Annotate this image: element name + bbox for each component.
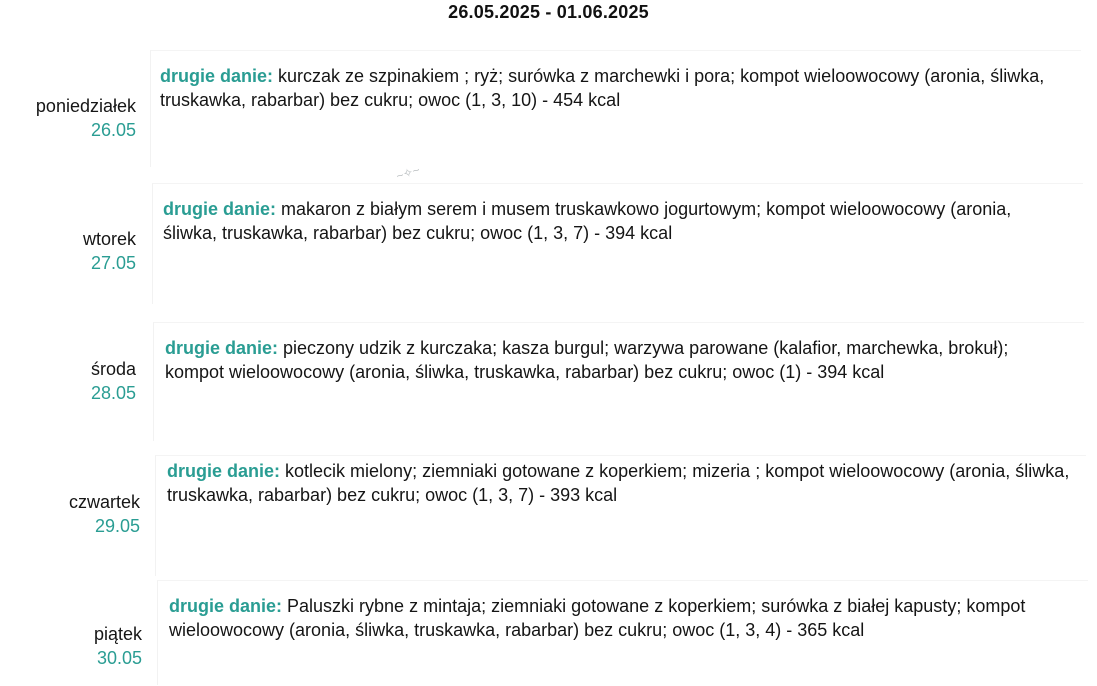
menu-label: drugie danie: (160, 66, 274, 86)
menu-text (169, 594, 1074, 642)
menu-description: Paluszki rybne z mintaja; ziemniaki gotowane z koperkiem; surówka z białej kapusty; kompot wieloowocowy (aronia, śliwka, truskawka, rabarbar) bez cukru; owoc (1, 3, 4) - 365 kcal (169, 596, 1026, 640)
day-name: wtorek (82, 229, 136, 249)
menu-description: kotlecik mielony; ziemniaki gotowane z koperkiem; mizeria ; kompot wieloowocowy (aronia, śliwka, truskawka, rabarbar) bez cukru; owoc (1, 3, 7) - 393 kcal (167, 461, 1070, 505)
menu-text (163, 197, 1068, 245)
day-name: środa (90, 359, 136, 379)
day-name: piątek (93, 624, 142, 644)
day-label (0, 94, 136, 142)
menu-text (160, 64, 1065, 112)
menu-description: kurczak ze szpinakiem ; ryż; surówka z marchewki i pora; kompot wieloowocowy (aronia, śliwka, truskawka, rabarbar) bez cukru; owoc (1, 3, 10) - 454 kcal (160, 66, 1045, 110)
menu-text (167, 459, 1072, 507)
menu-label: drugie danie: (165, 338, 279, 358)
day-label (6, 622, 142, 670)
day-label (0, 357, 136, 405)
week-title: 26.05.2025 - 01.06.2025 (448, 2, 649, 22)
day-date: 29.05 (94, 516, 140, 536)
day-date: 26.05 (90, 120, 136, 140)
day-label (0, 227, 136, 275)
day-date: 30.05 (96, 648, 142, 668)
day-date: 27.05 (90, 253, 136, 273)
menu-description: pieczony udzik z kurczaka; kasza burgul; warzywa parowane (kalafior, marchewka, brokuł); kompot wieloowocowy (aronia, śliwka, truskawka, rabarbar) bez cukru; owoc (1) - 394 kcal (165, 338, 1009, 382)
menu-description: makaron z białym serem i musem truskawkowo jogurtowym; kompot wieloowocowy (aronia, śliwka, truskawka, rabarbar) bez cukru; owoc (1, 3, 7) - 394 kcal (163, 199, 1012, 243)
day-date: 28.05 (90, 383, 136, 403)
day-label (4, 490, 140, 538)
day-name: poniedziałek (35, 96, 136, 116)
scan-mark: ~✧~ (394, 162, 422, 184)
menu-label: drugie danie: (169, 596, 283, 616)
day-name: czwartek (68, 492, 140, 512)
menu-label: drugie danie: (163, 199, 277, 219)
menu-text (165, 336, 1070, 384)
menu-label: drugie danie: (167, 461, 281, 481)
